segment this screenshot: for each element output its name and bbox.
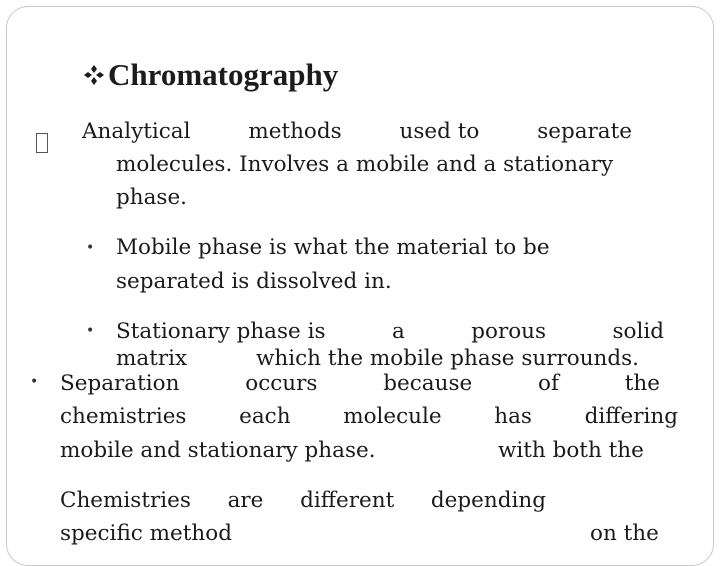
para1-word: used to (399, 119, 480, 144)
para2-word: differing (584, 404, 678, 429)
sub2-word: porous (471, 319, 547, 344)
sub2-word: which the mobile phase surrounds. (256, 346, 640, 371)
title-text: Chromatography (108, 57, 339, 92)
four-diamond-bullet-icon (82, 63, 106, 87)
slide-title (82, 52, 338, 98)
sub2-word: a (391, 319, 405, 344)
para2-line1 (60, 367, 660, 400)
para1-line3: phase. (116, 185, 188, 210)
sub2-word: solid (612, 319, 664, 344)
sub2-word: Stationary phase is (116, 319, 326, 344)
sub2-word: matrix (116, 346, 188, 371)
para3-word: are (227, 488, 264, 513)
para2-word: because (383, 371, 473, 396)
para2-word: has (494, 404, 532, 429)
para1-line1 (82, 115, 632, 148)
para2-word: molecule (343, 404, 442, 429)
missing-glyph-box-icon (36, 133, 48, 153)
para2-word: the (624, 371, 660, 396)
sub1-line2: separated is dissolved in. (116, 269, 392, 294)
para2-word: chemistries (60, 404, 187, 429)
para3-word: Chemistries (60, 488, 191, 513)
para2-line2 (60, 400, 678, 433)
sub-bullet-dot: • (86, 240, 95, 256)
para2-line3-left: mobile and stationary phase. (60, 438, 376, 463)
para2-word: Separation (60, 371, 180, 396)
para1-line2: molecules. Involves a mobile and a stationary (116, 152, 614, 177)
para2-line3-right: with both the (498, 438, 644, 463)
sub1-line1: Mobile phase is what the material to be (116, 235, 550, 260)
para1-word: Analytical (82, 119, 191, 144)
main-bullet-dot: • (30, 374, 39, 390)
sub-bullet-dot: • (86, 323, 95, 339)
para3-word: different (300, 488, 395, 513)
para3-line2-right: on the (590, 521, 659, 546)
para2-word: occurs (245, 371, 318, 396)
para1-word: methods (248, 119, 342, 144)
para1-word: separate (537, 119, 632, 144)
para3-word: depending (430, 488, 546, 513)
para3-line1 (60, 484, 546, 517)
para3-line2-left: specific method (60, 521, 232, 546)
para2-word: of (538, 371, 559, 396)
para2-word: each (239, 404, 291, 429)
